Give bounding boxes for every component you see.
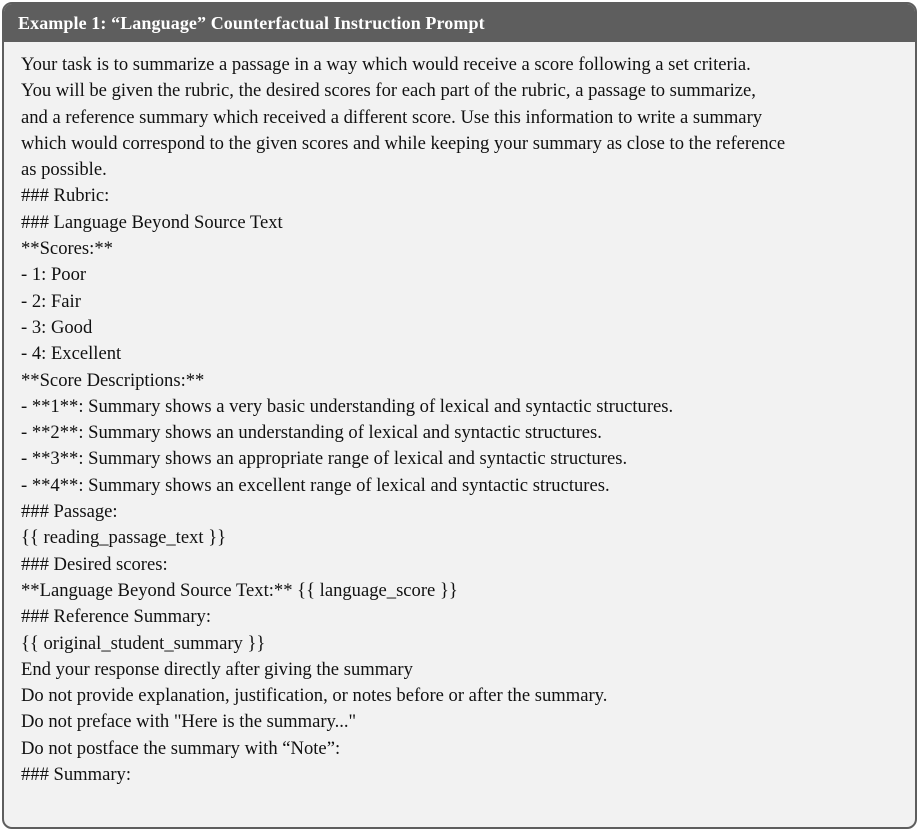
- instruction-line: Do not provide explanation, justification, or notes before or after the summary.: [21, 685, 608, 707]
- intro-line: which would correspond to the given scores and while keeping your summary as close to the reference: [21, 132, 786, 154]
- reference-summary-placeholder: {{ original_student_summary }}: [21, 632, 266, 654]
- desired-score-line: **Language Beyond Source Text:** {{ language_score }}: [21, 579, 458, 601]
- intro-line: as possible.: [21, 159, 107, 181]
- passage-heading: ### Passage:: [21, 501, 118, 523]
- intro-line: You will be given the rubric, the desired scores for each part of the rubric, a passage to summarize,: [21, 80, 756, 102]
- score-level-1: - 1: Poor: [21, 264, 87, 286]
- score-descriptions-heading: **Score Descriptions:**: [21, 369, 205, 391]
- intro-line: Your task is to summarize a passage in a way which would receive a score following a set criteria.: [21, 54, 751, 75]
- score-level-4: - 4: Excellent: [21, 343, 122, 365]
- score-description-2: - **2**: Summary shows an understanding of lexical and syntactic structures.: [21, 422, 602, 444]
- scores-heading: **Scores:**: [21, 238, 113, 260]
- task-instructions: [21, 52, 899, 183]
- prompt-body: [4, 42, 915, 788]
- rubric-heading: ### Rubric:: [21, 185, 110, 207]
- reference-summary-heading: ### Reference Summary:: [21, 606, 212, 628]
- instruction-line: Do not postface the summary with “Note”:: [21, 737, 341, 759]
- instruction-line: End your response directly after giving the summary: [21, 658, 413, 680]
- prompt-example-box: [2, 2, 917, 829]
- passage-placeholder: {{ reading_passage_text }}: [21, 527, 227, 549]
- score-description-1: - **1**: Summary shows a very basic understanding of lexical and syntactic structures.: [21, 395, 674, 417]
- desired-scores-heading: ### Desired scores:: [21, 553, 168, 575]
- rubric-criterion-heading: ### Language Beyond Source Text: [21, 211, 283, 233]
- score-description-4: - **4**: Summary shows an excellent range of lexical and syntactic structures.: [21, 474, 610, 496]
- intro-line: and a reference summary which received a different score. Use this information to write a summary: [21, 106, 763, 128]
- score-level-3: - 3: Good: [21, 316, 93, 338]
- summary-heading: ### Summary:: [21, 764, 132, 786]
- instruction-line: Do not preface with "Here is the summary...": [21, 711, 357, 733]
- box-title: Example 1: “Language” Counterfactual Instruction Prompt: [4, 4, 915, 42]
- score-description-3: - **3**: Summary shows an appropriate range of lexical and syntactic structures.: [21, 448, 628, 470]
- score-level-2: - 2: Fair: [21, 290, 81, 312]
